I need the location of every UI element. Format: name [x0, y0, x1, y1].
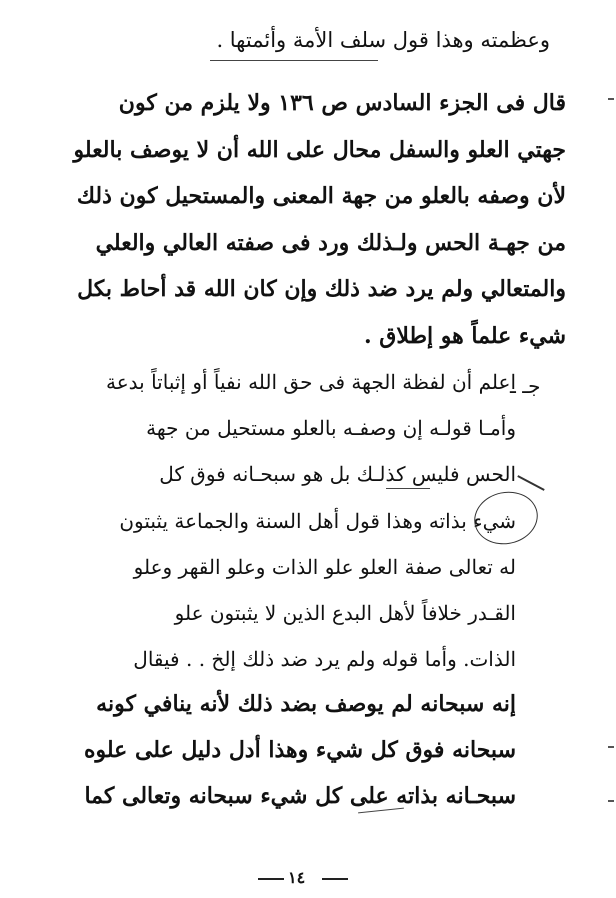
pen-stroke-annotation	[517, 475, 544, 491]
quote-line: لأن وصفه بالعلو من جهة المعنى والمستحيل كون ذلك	[76, 183, 566, 209]
margin-mark	[608, 800, 614, 802]
answer-line: له تعالى صفة العلو علو الذات وعلو القهر وعلو	[133, 555, 516, 579]
quote-line: من جهـة الحس ولـذلك ورد فى صفته العالي والعلي	[95, 230, 566, 256]
page-number-dash-left	[258, 878, 284, 880]
margin-mark	[608, 98, 614, 100]
pen-underline-annotation	[386, 488, 430, 489]
answer-line: وأمـا قولـه إن وصفـه بالعلو مستحيل من جهة	[146, 416, 516, 440]
answer-line: شيء بذاته وهذا قول أهل السنة والجماعة يثبتون	[119, 509, 516, 533]
quote-line: والمتعالي ولم يرد ضد ذلك وإن كان الله قد أحاط بكل	[77, 276, 566, 302]
quote-line: قال فى الجزء السادس ص ١٣٦ ولا يلزم من كون	[118, 90, 566, 116]
answer-line: الحس فليس كذلـك بل هو سبحـانه فوق كل	[159, 462, 516, 486]
margin-mark	[608, 746, 614, 748]
quote-line: شيء علماً هو إطلاق .	[363, 323, 566, 349]
conclusion-line: سبحانه فوق كل شيء وهذا أدل دليل على علوه	[84, 737, 516, 763]
opening-line: وعظمته وهذا قول سلف الأمة وأئمتها .	[216, 28, 550, 52]
quote-line: جهتي العلو والسفل محال على الله أن لا يوصف بالعلو	[73, 137, 566, 163]
conclusion-line: سبحـانه بذاته على كل شيء سبحانه وتعالى كما	[84, 783, 516, 809]
answer-line: اعلم أن لفظة الجهة فى حق الله نفياً أو إثباتاً بدعة	[105, 370, 516, 394]
underline-mark	[210, 60, 378, 61]
page-number: ١٤	[288, 868, 306, 887]
answer-line: الذات. وأما قوله ولم يرد ضد ذلك إلخ . . فيقال	[133, 647, 516, 671]
page-number-dash-right	[322, 878, 348, 880]
answer-line: القـدر خلافاً لأهل البدع الذين لا يثبتون علو	[174, 601, 516, 625]
answer-marker: جـ ـ	[510, 374, 541, 398]
conclusion-line: إنه سبحانه لم يوصف بضد ذلك لأنه ينافي كونه	[96, 691, 516, 717]
pen-circle-annotation	[469, 486, 542, 550]
